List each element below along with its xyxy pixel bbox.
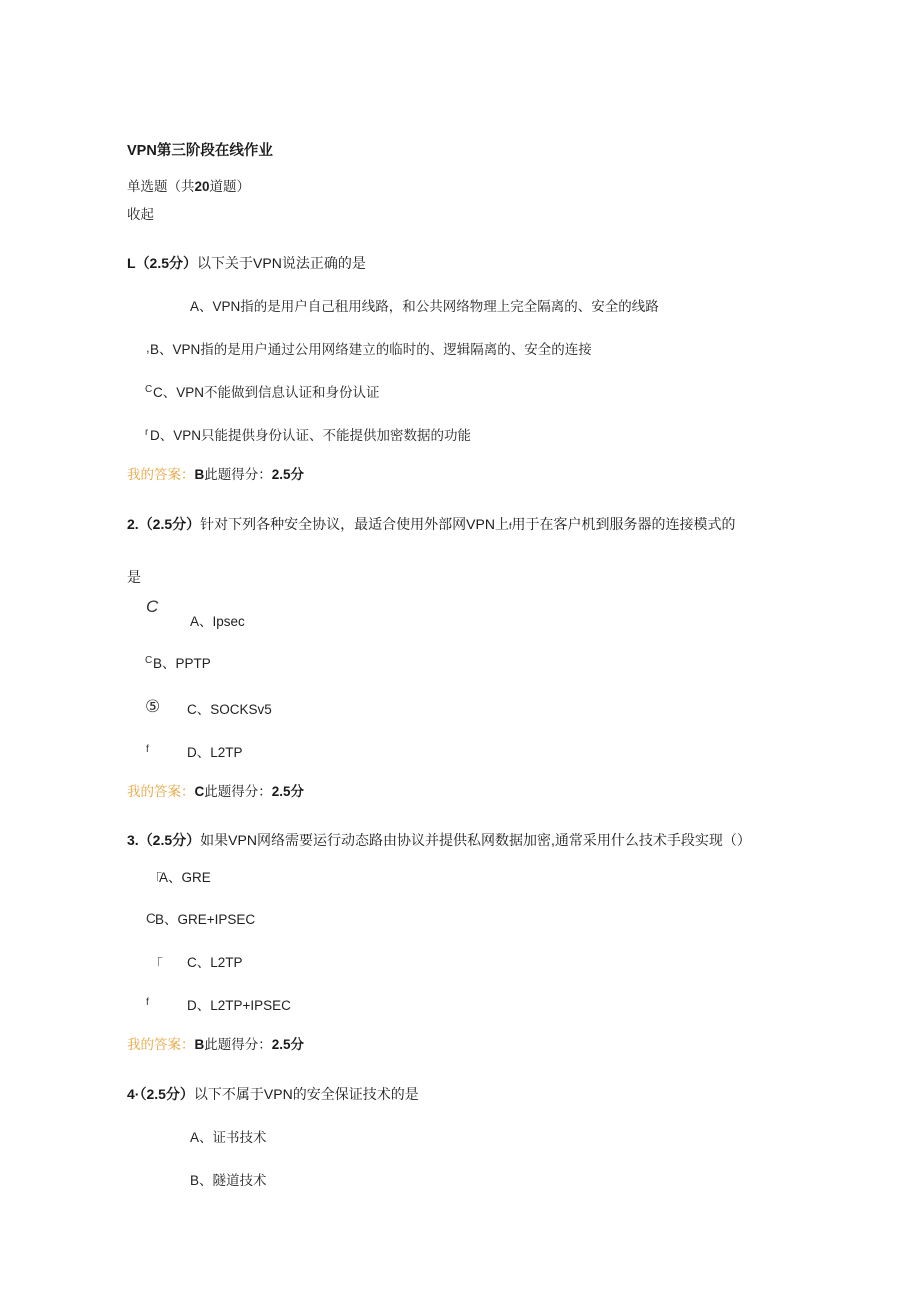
- answer-label: 我的答案：: [127, 467, 195, 482]
- question-2-stem-line2: 是: [127, 569, 141, 585]
- question-1-option-c[interactable]: C、VPN不能做到信息认证和身份认证: [153, 385, 380, 400]
- question-3-score: 2.5分: [271, 1037, 305, 1052]
- question-2-option-b-marker[interactable]: C: [145, 655, 153, 666]
- question-4-option-b[interactable]: B、隧道技术: [190, 1173, 267, 1188]
- question-1-option-b[interactable]: B、VPN指的是用户通过公用网络建立的临时的、逻辑隔离的、安全的连接: [150, 342, 592, 357]
- question-3-number: 3.: [127, 832, 139, 848]
- question-3-option-a[interactable]: A、GRE: [159, 870, 211, 885]
- question-3-option-b-marker[interactable]: C: [146, 911, 156, 926]
- question-2-option-d-marker[interactable]: f: [146, 744, 149, 755]
- question-3-text: 如果VPN网络需要运行动态路由协议并提供私网数据加密,通常采用什么技术手段实现（）: [200, 832, 751, 848]
- question-3-option-c[interactable]: C、L2TP: [187, 955, 243, 970]
- question-1-number: L: [127, 255, 136, 271]
- question-1-stem: [127, 254, 366, 272]
- question-3-answer: B: [194, 1037, 205, 1052]
- question-1-answer: B: [194, 467, 205, 482]
- question-2-option-a[interactable]: A、Ipsec: [190, 614, 245, 629]
- question-4-stem: [127, 1085, 419, 1103]
- question-2-answer: C: [194, 784, 205, 799]
- question-2-option-b[interactable]: B、PPTP: [153, 656, 211, 671]
- question-2-option-c[interactable]: C、SOCKSv5: [187, 702, 272, 717]
- question-4-points: （2.5分）: [139, 1086, 194, 1102]
- question-2-option-d[interactable]: D、L2TP: [187, 745, 243, 760]
- question-4-number: 4·: [127, 1086, 140, 1102]
- question-1-option-a[interactable]: A、VPN指的是用户自己租用线路，和公共网络物理上完全隔离的、安全的线路: [190, 299, 659, 314]
- section-prefix: 单选题（共: [127, 179, 195, 194]
- question-1-text: 以下关于VPN说法正确的是: [197, 255, 366, 271]
- score-label: 此题得分：: [204, 467, 272, 482]
- question-2-option-c-marker[interactable]: ⑤: [145, 697, 161, 716]
- question-3-result: [127, 1036, 304, 1054]
- score-label: 此题得分：: [204, 1037, 272, 1052]
- question-3-option-c-marker[interactable]: 「: [149, 956, 163, 972]
- question-1-option-d-marker[interactable]: r: [145, 427, 149, 438]
- question-2-text-rest: 用于在客户机到服务器的连接模式的: [511, 516, 736, 532]
- section-heading: [127, 178, 250, 196]
- question-1-option-c-marker[interactable]: C: [145, 384, 153, 395]
- question-4-option-a[interactable]: A、证书技术: [190, 1130, 267, 1145]
- question-2-text-mark: f: [508, 521, 512, 531]
- question-2-points: （2.5分）: [138, 516, 201, 532]
- question-1-option-b-marker[interactable]: ,: [146, 340, 150, 355]
- question-1-option-d[interactable]: D、VPN只能提供身份认证、不能提供加密数据的功能: [150, 428, 472, 443]
- question-1-score: 2.5分: [271, 467, 305, 482]
- question-3-points: （2.5分）: [138, 832, 201, 848]
- question-2-option-a-marker[interactable]: C: [146, 597, 159, 616]
- question-3-stem: [127, 831, 751, 849]
- section-suffix: 道题）: [209, 179, 251, 194]
- question-2-text: 针对下列各种安全协议，最适合使用外部网VPN上: [200, 516, 509, 532]
- question-2-stem: [127, 515, 735, 535]
- question-4-text: 以下不属于VPN的安全保证技术的是: [193, 1086, 419, 1102]
- question-2-result: [127, 783, 304, 801]
- score-label: 此题得分：: [204, 784, 272, 799]
- question-3-option-d-marker[interactable]: f: [146, 997, 149, 1008]
- question-count: 20: [194, 179, 210, 194]
- collapse-link[interactable]: 收起: [127, 207, 154, 222]
- question-3-option-b[interactable]: B、GRE+IPSEC: [155, 912, 256, 927]
- answer-label: 我的答案：: [127, 784, 195, 799]
- answer-label: 我的答案：: [127, 1037, 195, 1052]
- question-2-number: 2.: [127, 516, 139, 532]
- question-3-option-d[interactable]: D、L2TP+IPSEC: [187, 998, 291, 1013]
- question-1-result: [127, 466, 304, 484]
- question-1-points: （2.5分）: [135, 255, 198, 271]
- question-2-score: 2.5分: [271, 784, 305, 799]
- question-3-option-a-marker[interactable]: 「: [148, 871, 162, 887]
- page-title: VPN第三阶段在线作业: [127, 143, 273, 159]
